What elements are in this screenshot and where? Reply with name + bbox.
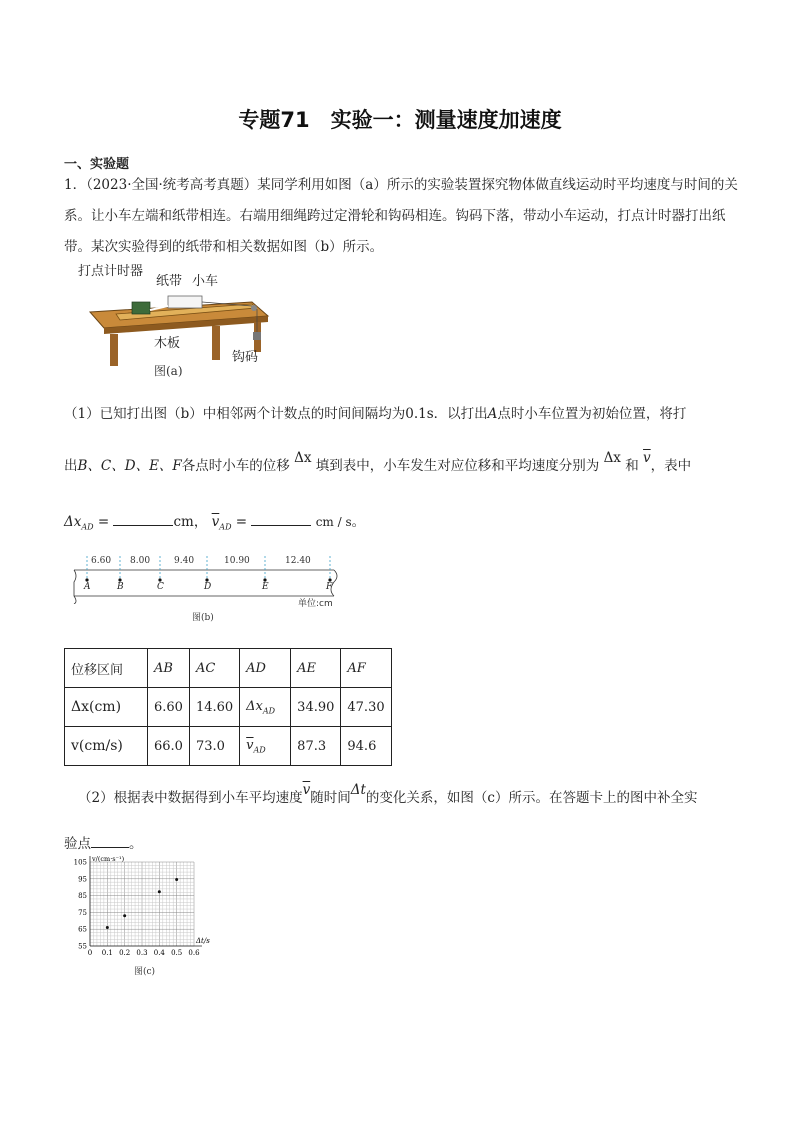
- answer-blank-points[interactable]: [91, 835, 129, 848]
- v-bar-symbol: $\overline{v}$: [643, 450, 651, 466]
- table-header-row: [65, 649, 392, 688]
- table-cell: 66.0: [148, 727, 190, 766]
- table-cell-blank: $\overline{v}_{AD}$: [240, 727, 291, 766]
- x-tick-label: 0.3: [136, 949, 148, 957]
- x-tick-label: 0.5: [171, 949, 183, 957]
- velocity-time-chart: [68, 852, 228, 964]
- table-row: [65, 727, 392, 766]
- delta-x-symbol: Δx: [294, 450, 312, 466]
- point-f: F: [326, 582, 333, 592]
- table-header: AE: [291, 649, 341, 688]
- table-cell: 34.90: [291, 688, 341, 727]
- point-a: A: [84, 582, 91, 592]
- segment-cd: 9.40: [174, 556, 195, 566]
- y-tick-label: 65: [78, 925, 87, 934]
- answer-blank-dx[interactable]: [113, 513, 173, 526]
- x-axis-label: Δt/s: [196, 937, 210, 945]
- x-tick-label: 0.2: [119, 949, 131, 957]
- table-header: AC: [189, 649, 239, 688]
- figure-c-caption: 图(c): [134, 967, 156, 977]
- label-tape: 纸带: [156, 274, 183, 289]
- segment-de: 10.90: [224, 556, 250, 566]
- point-d: D: [204, 582, 212, 592]
- figure-a-caption: 图(a): [154, 364, 183, 378]
- x-tick-label: 0.1: [101, 949, 113, 957]
- tape-unit: 单位:cm: [298, 599, 333, 609]
- y-axis-label: v/(cm·s⁻¹): [92, 855, 125, 863]
- data-point: [175, 878, 178, 881]
- point-e: E: [262, 582, 269, 592]
- data-point: [123, 914, 126, 917]
- table-header: AF: [341, 649, 391, 688]
- section-heading: 一、实验题: [64, 157, 130, 172]
- figure-a: [76, 262, 276, 382]
- page-title: 专题71 实验一：测量速度加速度: [238, 108, 562, 132]
- data-point: [106, 926, 109, 929]
- table-header: 位移区间: [65, 649, 148, 688]
- label-weight: 钩码: [232, 350, 259, 365]
- figure-b: [72, 552, 344, 624]
- table-cell: 94.6: [341, 727, 391, 766]
- part1-line2: 出B、C、D、E、F各点时小车的位移 Δx 填到表中，小车发生对应位移和平均速度分别为 Δx 和 $\overline{v}$，表中: [64, 450, 692, 474]
- y-tick-label: 75: [78, 908, 87, 917]
- table-header: AB: [148, 649, 190, 688]
- y-tick-label: 95: [78, 875, 87, 884]
- point-b: B: [117, 582, 124, 592]
- answer-line: $\Delta x_{AD}$ = cm， $\overline{v}_{AD}$ = cm / s。: [64, 514, 366, 532]
- table-cell: 47.30: [341, 688, 391, 727]
- table-cell-blank: $\Delta x_{AD}$: [240, 688, 291, 727]
- table-cell: 14.60: [189, 688, 239, 727]
- part2-line2: 验点 。: [64, 836, 143, 852]
- figure-b-caption: 图(b): [192, 613, 214, 623]
- x-tick-label: 0.6: [188, 949, 200, 957]
- y-tick-label: 55: [78, 942, 87, 951]
- table-header: AD: [240, 649, 291, 688]
- table-cell: 73.0: [189, 727, 239, 766]
- table-cell: 87.3: [291, 727, 341, 766]
- segment-ef: 12.40: [285, 556, 311, 566]
- point-c: C: [157, 582, 164, 592]
- table-cell: 6.60: [148, 688, 190, 727]
- segment-bc: 8.00: [130, 556, 151, 566]
- y-tick-label: 85: [78, 892, 87, 901]
- figure-c: [68, 852, 228, 980]
- x-tick-label: 0.4: [153, 949, 165, 957]
- label-board: 木板: [154, 336, 181, 351]
- label-timer: 打点计时器: [78, 264, 144, 279]
- data-point: [158, 890, 161, 893]
- answer-blank-v[interactable]: [251, 513, 311, 526]
- table-row: [65, 688, 392, 727]
- table-row-label: Δx(cm): [65, 688, 148, 727]
- part1-line1: （1）已知打出图（b）中相邻两个计数点的时间间隔均为0.1s．以打出A点时小车位置为初始位置，将打: [64, 406, 687, 422]
- question-intro: 1．（2023·全国·统考高考真题）某同学利用如图（a）所示的实验装置探究物体做直线运动时平均速度与时间的关系。让小车左端和纸带相连。右端用细绳跨过定滑轮和钩码相连。钩码下落，带动小车运动，打点计时器打出纸带。某次实验得到的纸带和相关数据如图（b）所示。: [64, 177, 738, 255]
- x-tick-label: 0: [87, 949, 93, 957]
- y-tick-label: 105: [73, 858, 87, 867]
- table-row-label: v(cm/s): [65, 727, 148, 766]
- data-table: [64, 648, 392, 766]
- segment-ab: 6.60: [91, 556, 112, 566]
- label-cart: 小车: [192, 274, 219, 289]
- part2-line1: （2）根据表中数据得到小车平均速度$\overline{v}$随时间Δt的变化关系，如图（c）所示。在答题卡上的图中补全实: [78, 782, 698, 806]
